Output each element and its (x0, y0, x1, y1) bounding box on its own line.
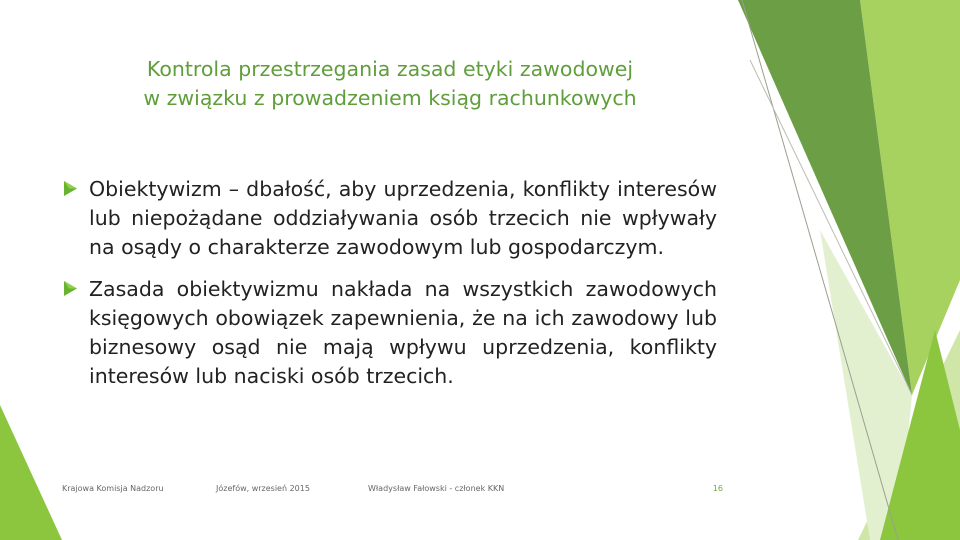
bullet-text: Zasada obiektywizmu nakłada na wszystkich zawodowych księgowych obowiązek zapewnienia, że na ich zawodowy lub biznesowy osąd nie mają wpływu uprzedzenia, konflikty interesów lub naciski osób trzecich. (89, 277, 717, 388)
bullet-item (62, 175, 717, 262)
bullet-text: Obiektywizm – dbałość, aby uprzedzenia, konflikty interesów lub niepożądane oddziaływania osób trzecich nie wpływały na osądy o charakterze zawodowym lub gospodarczym. (89, 177, 717, 259)
bullet-item (62, 275, 717, 391)
title-line-2: w związku z prowadzeniem ksiąg rachunkowych (143, 86, 637, 110)
title-line-1: Kontrola przestrzegania zasad etyki zawodowej (146, 57, 634, 81)
footer-author: Władysław Fałowski - członek KKN (368, 484, 505, 493)
left-corner-shape (0, 405, 62, 540)
green-arrow-bullet-icon (62, 180, 79, 197)
footer-place-date: Józefów, wrzesień 2015 (216, 484, 310, 493)
footer-organization: Krajowa Komisja Nadzoru (62, 484, 164, 493)
slide-title (100, 55, 680, 113)
slide-number: 16 (712, 484, 723, 493)
green-arrow-bullet-icon (62, 280, 79, 297)
bullet-list (62, 175, 717, 404)
